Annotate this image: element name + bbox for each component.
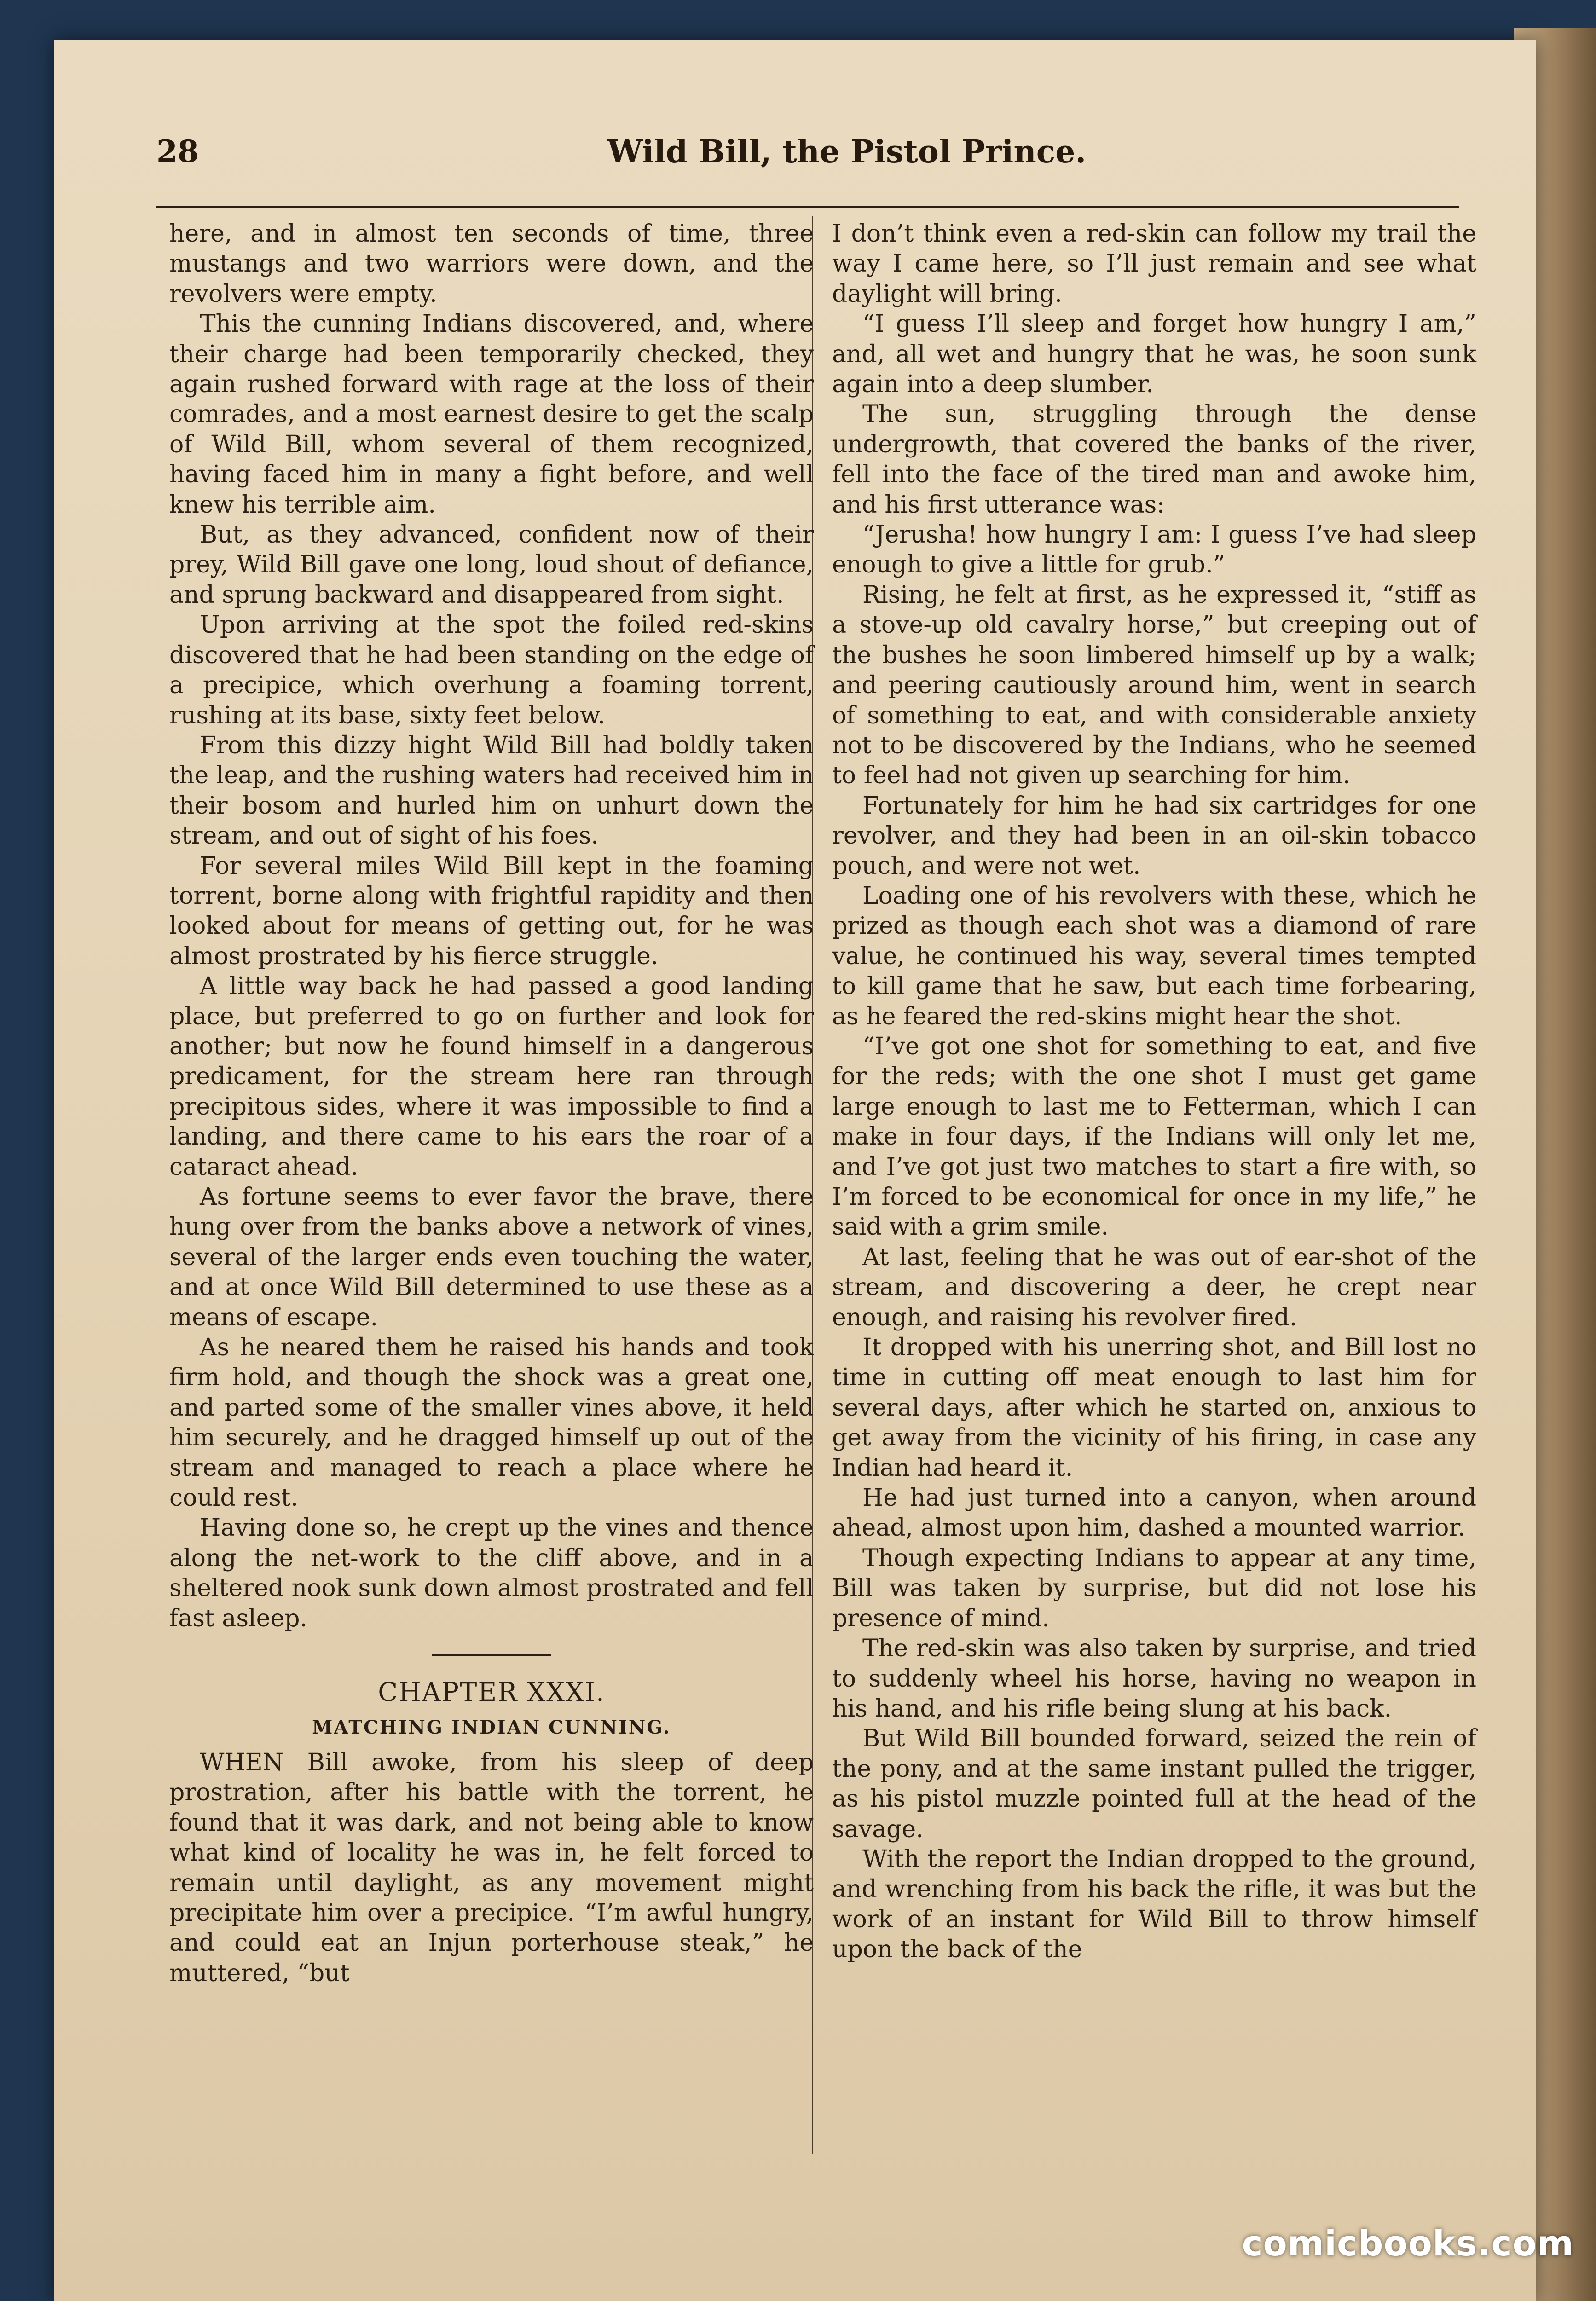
chapter-opening-paragraph: WHEN Bill awoke, from his sleep of deep prostration, after his battle with the torrent, he found that it was dark, and not being able to know what kind of locality he was in, he felt forced to remain until daylight, as any movement might precipitate him over a precipice. “I’m awful hungry, and could eat an Injun porterhouse steak,” he muttered, “but — [169, 1748, 814, 1987]
paragraph: “I guess I’ll sleep and forget how hungry I am,” and, all wet and hungry that he was, he soon sunk again into a deep slumber. — [832, 310, 1476, 399]
watermark-logo: comicbooks.com — [1242, 2223, 1574, 2264]
paragraph: But, as they advanced, confident now of their prey, Wild Bill gave one long, loud shout of defiance, and sprung backward and disappeared from sight. — [169, 521, 814, 609]
paragraph: As he neared them he raised his hands and took firm hold, and though the shock was a great one, and parted some of the smaller vines above, it held him securely, and he dragged himself up out of the stream and managed to reach a place where he could rest. — [169, 1334, 814, 1512]
running-title: Wild Bill, the Pistol Prince. — [607, 133, 1087, 170]
header-rule — [156, 206, 1459, 208]
paragraph: From this dizzy hight Wild Bill had boldly taken the leap, and the rushing waters had received him in their bosom and hurled him on unhurt down the stream, and out of sight of his foes. — [169, 731, 814, 850]
paragraph: As fortune seems to ever favor the brave, there hung over from the banks above a network of vines, several of the larger ends even touching the water, and at once Wild Bill determined to use these as a means of escape. — [169, 1183, 814, 1331]
paragraph: Upon arriving at the spot the foiled red-skins discovered that he had been standing on the edge of a precipice, which overhung a foaming torrent, rushing at its base, sixty feet below. — [169, 611, 814, 729]
paragraph: Though expecting Indians to appear at any time, Bill was taken by surprise, but did not lose his presence of mind. — [832, 1544, 1476, 1632]
paragraph: For several miles Wild Bill kept in the foaming torrent, borne along with frightful rapidity and then looked about for means of getting out, for he was almost prostrated by his fierce struggle. — [169, 852, 814, 970]
paragraph: He had just turned into a canyon, when around ahead, almost upon him, dashed a mounted warrior. — [832, 1484, 1476, 1542]
paragraph: With the report the Indian dropped to the ground, and wrenching from his back the rifle, it was but the work of an instant for Wild Bill to throw himself upon the back of the — [832, 1845, 1476, 1964]
page-header — [156, 115, 1473, 184]
paragraph: I don’t think even a red-skin can follow my trail the way I came here, so I’ll just remain and see what daylight will bring. — [832, 220, 1476, 308]
paragraph: The sun, struggling through the dense undergrowth, that covered the banks of the river, fell into the face of the tired man and awoke him, and his first utterance was: — [832, 400, 1476, 519]
chapter-subtitle: MATCHING INDIAN CUNNING. — [312, 1716, 671, 1738]
paragraph: “Jerusha! how hungry I am: I guess I’ve had sleep enough to give a little for grub.” — [832, 521, 1476, 579]
paragraph: “I’ve got one shot for something to eat, and five for the reds; with the one shot I must get game large enough to last me to Fetterman, which I can make in four days, if the Indians will only let me, and I’ve got just two matches to start a fire with, so I’m forced to be economical for once in my life,” he said with a grim smile. — [832, 1032, 1476, 1241]
paragraph: Fortunately for him he had six cartridges for one revolver, and they had been in an oil-skin tobacco pouch, and were not wet. — [832, 792, 1476, 880]
paragraph: It dropped with his unerring shot, and Bill lost no time in cutting off meat enough to last him for several days, after which he started on, anxious to get away from the vicinity of his firing, in case any Indian had heard it. — [832, 1334, 1476, 1482]
paragraph: Loading one of his revolvers with these, which he prized as though each shot was a diamond of rare value, he continued his way, several times tempted to kill game that he saw, but each time forbearing, as he feared the red-skins might hear the shot. — [832, 882, 1476, 1030]
paragraph: At last, feeling that he was out of ear-shot of the stream, and discovering a deer, he crept near enough, and raising his revolver fired. — [832, 1243, 1476, 1331]
chapter-rule — [432, 1654, 551, 1656]
left-column — [169, 219, 814, 1989]
page-number: 28 — [156, 133, 199, 169]
paragraph: here, and in almost ten seconds of time, three mustangs and two warriors were down, and the revolvers were empty. — [169, 220, 814, 308]
paragraph: This the cunning Indians discovered, and, where their charge had been temporarily checked, they again rushed forward with rage at the loss of their comrades, and a most earnest desire to get the scalp of Wild Bill, whom several of them recognized, having faced him in many a fight before, and well knew his terrible aim. — [169, 310, 814, 519]
chapter-title: CHAPTER XXXI. — [378, 1677, 605, 1708]
right-column — [832, 219, 1476, 1965]
paragraph: The red-skin was also taken by surprise, and tried to suddenly wheel his horse, having no weapon in his hand, and his rifle being slung at his back. — [832, 1635, 1476, 1723]
paragraph: A little way back he had passed a good landing place, but preferred to go on further and look for another; but now he found himself in a dangerous predicament, for the stream here ran through precipitous sides, where it was impossible to find a landing, and there came to his ears the roar of a cataract ahead. — [169, 972, 814, 1181]
paragraph: But Wild Bill bounded forward, seized the rein of the pony, and at the same instant pulled the trigger, as his pistol muzzle pointed full at the head of the savage. — [832, 1725, 1476, 1843]
paragraph: Rising, he felt at first, as he expressed it, “stiff as a stove-up old cavalry horse,” but creeping out of the bushes he soon limbered himself up by a walk; and peering cautiously around him, went in search of something to eat, and with considerable anxiety not to be discovered by the Indians, who he seemed to feel had not given up searching for him. — [832, 581, 1476, 790]
paragraph: Having done so, he crept up the vines and thence along the net-work to the cliff above, and in a sheltered nook sunk down almost prostrated and fell fast asleep. — [169, 1514, 814, 1632]
